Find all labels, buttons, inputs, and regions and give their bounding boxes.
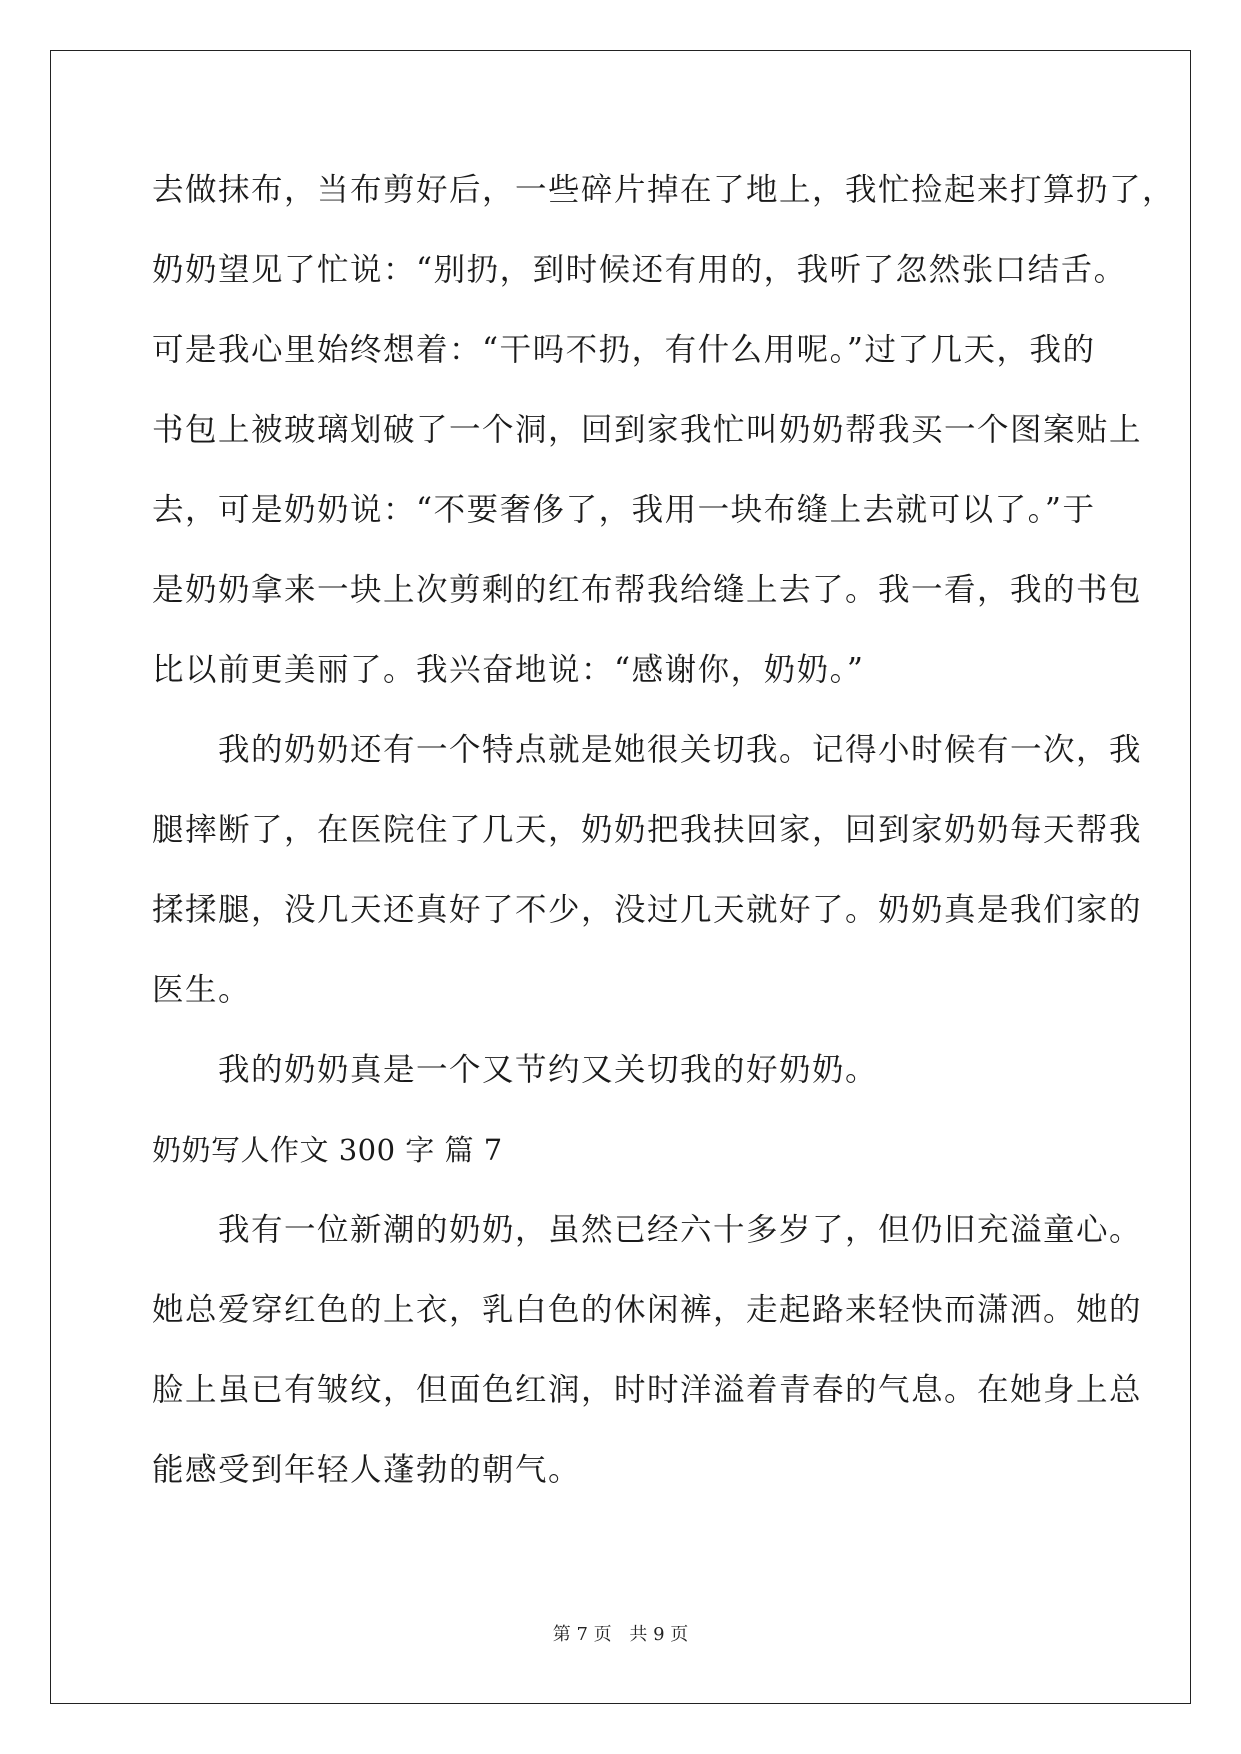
document-body [152, 166, 1176, 1526]
text-line: 我有一位新潮的奶奶，虽然已经六十多岁了，但仍旧充溢童心。 [152, 1212, 1143, 1248]
text-line: 我的奶奶还有一个特点就是她很关切我。记得小时候有一次，我 [152, 732, 1143, 768]
page-total: 共 9 页 [629, 1624, 689, 1645]
text-line: 医生。 [152, 972, 252, 1008]
text-line: 去，可是奶奶说：“不要奢侈了，我用一块布缝上去就可以了。”于 [152, 492, 1096, 528]
text-line: 去做抹布，当布剪好后，一些碎片掉在了地上，我忙捡起来打算扔了， [152, 172, 1176, 208]
text-line: 揉揉腿，没几天还真好了不少，没过几天就好了。奶奶真是我们家的 [152, 892, 1143, 928]
section-heading: 奶奶写人作文 300 字 篇 7 [152, 1133, 503, 1167]
text-line: 我的奶奶真是一个又节约又关切我的好奶奶。 [152, 1052, 879, 1088]
text-line: 是奶奶拿来一块上次剪剩的红布帮我给缝上去了。我一看，我的书包 [152, 572, 1143, 608]
page-number: 第 7 页 [552, 1624, 612, 1645]
text-line: 能感受到年轻人蓬勃的朝气。 [152, 1452, 582, 1488]
text-line: 脸上虽已有皱纹，但面色红润，时时洋溢着青春的气息。在她身上总 [152, 1372, 1143, 1408]
text-line: 奶奶望见了忙说：“别扔，到时候还有用的，我听了忽然张口结舌。 [152, 252, 1127, 288]
text-line: 比以前更美丽了。我兴奋地说：“感谢你，奶奶。” [152, 652, 865, 688]
text-line: 可是我心里始终想着：“干吗不扔，有什么用呢。”过了几天，我的 [152, 332, 1096, 368]
text-line: 书包上被玻璃划破了一个洞，回到家我忙叫奶奶帮我买一个图案贴上 [152, 412, 1143, 448]
text-line: 腿摔断了，在医院住了几天，奶奶把我扶回家，回到家奶奶每天帮我 [152, 812, 1143, 848]
text-line: 她总爱穿红色的上衣，乳白色的休闲裤，走起路来轻快而潇洒。她的 [152, 1292, 1143, 1328]
page-footer [0, 1623, 1241, 1647]
